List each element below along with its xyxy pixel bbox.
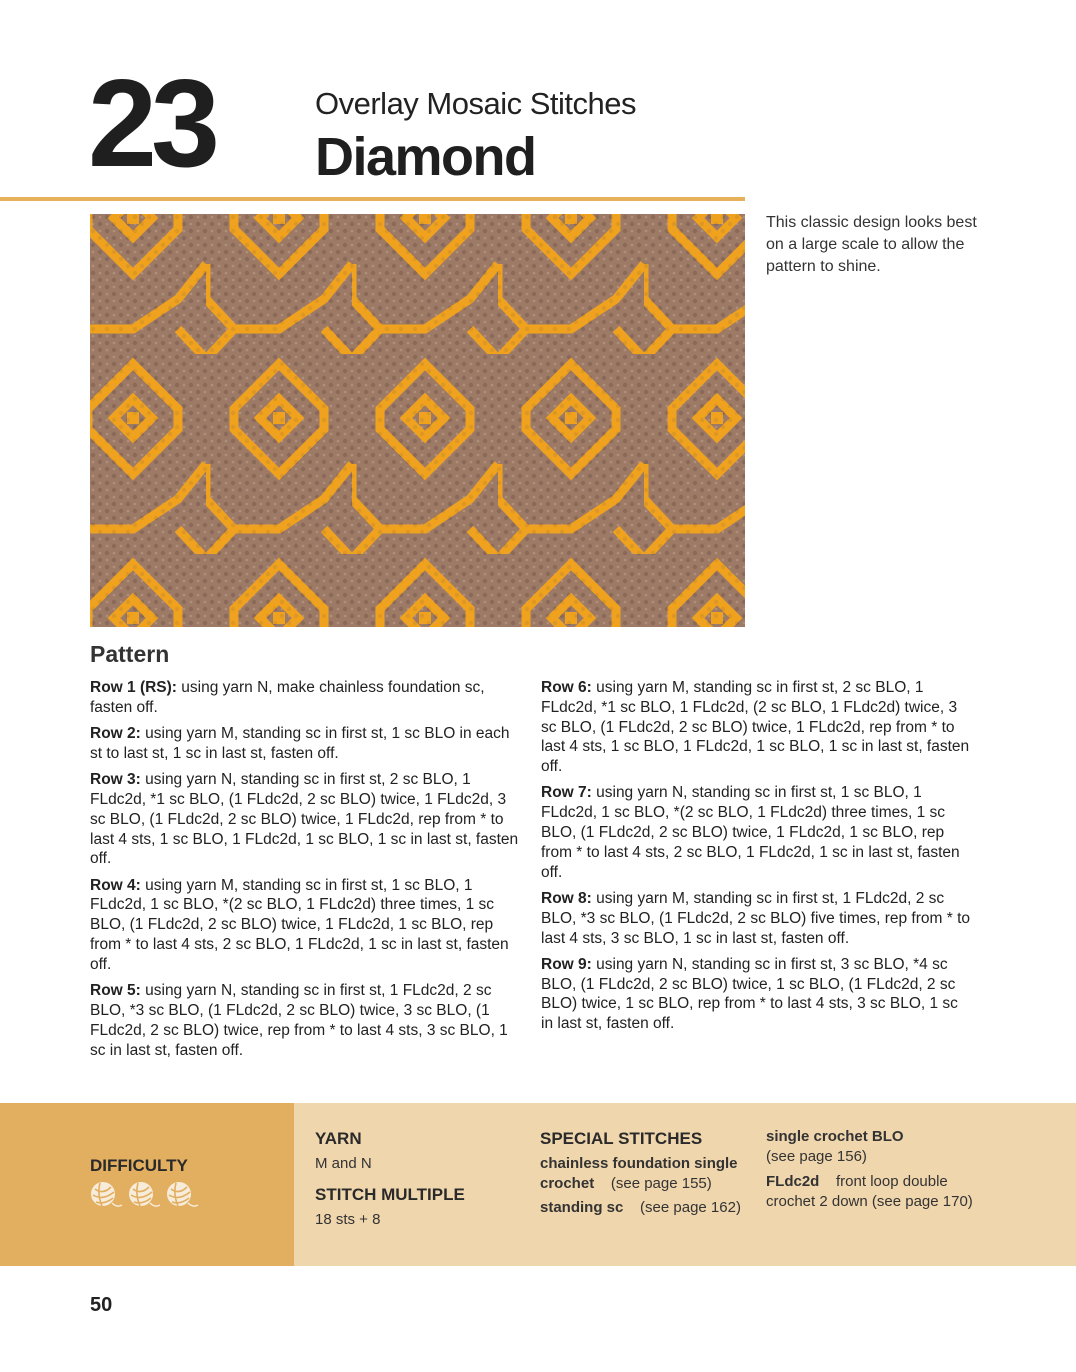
difficulty-rating — [90, 1181, 196, 1211]
stitch-name: standing sc — [540, 1199, 624, 1216]
special-stitch-item — [766, 1127, 976, 1167]
row-text: using yarn N, standing sc in first st, 2 sc BLO, 1 FLdc2d, *1 sc BLO, (1 FLdc2d, 2 sc BLO) twice, 1 FLdc2d, 3 sc BLO, (1 FLdc2d, 2 sc BLO) twice, 1 FLdc2d, rep from * to last 4 sts, 1 sc BLO, 1 FLdc2d, 1 sc BLO, 1 sc in last st, fasten off. — [90, 771, 519, 868]
stitch-name: single crochet BLO — [766, 1128, 904, 1145]
yarn-heading: YARN — [315, 1129, 362, 1148]
row-text: using yarn N, make chainless foundation sc, fasten off. — [90, 679, 485, 716]
swatch-photo — [90, 214, 745, 627]
yarn-ball-icon — [90, 1181, 120, 1211]
info-band — [0, 1103, 1076, 1266]
special-stitches-heading: SPECIAL STITCHES — [540, 1129, 703, 1148]
row-label: Row 4: — [90, 876, 141, 894]
pattern-row — [541, 678, 973, 777]
pattern-row — [541, 889, 973, 948]
stitch-title: Diamond — [315, 127, 536, 187]
row-text: using yarn N, standing sc in first st, 3 sc BLO, *4 sc BLO, (1 FLdc2d, 2 sc BLO) twice, 1 sc BLO, (1 FLdc2d, 2 sc BLO) twice, 1 sc BLO, rep from * to last 4 sts, 3 sc BLO, 1 sc in last st, fasten off. — [541, 955, 958, 1033]
row-label: Row 9: — [541, 955, 592, 973]
stitch-desc: (see page 156) — [766, 1148, 867, 1165]
header-rule — [0, 197, 745, 201]
row-label: Row 5: — [90, 982, 141, 1000]
pattern-number: 23 — [88, 55, 214, 193]
difficulty-panel — [0, 1103, 294, 1266]
series-title: Overlay Mosaic Stitches — [315, 86, 636, 121]
yarn-ball-icon — [128, 1181, 158, 1211]
row-text: using yarn M, standing sc in first st, 1 FLdc2d, 2 sc BLO, *3 sc BLO, (1 FLdc2d, 2 sc BLO) five times, rep from * to last 4 sts, 3 sc BLO, 1 sc in last st, fasten off. — [541, 889, 970, 947]
row-label: Row 6: — [541, 679, 592, 696]
row-text: using yarn N, standing sc in first st, 1 FLdc2d, 2 sc BLO, *3 sc BLO, (1 FLdc2d, 2 sc BLO) twice, 3 sc BLO, (1 FLdc2d, 2 sc BLO) twice, rep from * to last 4 sts, 3 sc BLO, 1 sc in last st, fasten off. — [90, 982, 508, 1059]
row-label: Row 7: — [541, 784, 592, 802]
special-stitch-item — [766, 1172, 976, 1212]
stitch-name: chainless foundation single crochet — [540, 1155, 738, 1192]
stitch-desc: (see page 162) — [640, 1199, 741, 1216]
pattern-row — [90, 724, 522, 764]
row-text: using yarn M, standing sc in first st, 2 sc BLO, 1 FLdc2d, *1 sc BLO, 1 FLdc2d, (2 sc BLO, 1 FLdc2d) twice, 3 sc BLO, (1 FLdc2d, 2 sc BLO) twice, 1 FLdc2d, rep from * to last 4 sts, 1 sc BLO, 1 FLdc2d, 1 sc BLO, 1 sc in last st, fasten off. — [541, 679, 970, 776]
stitch-desc: front loop double crochet 2 down (see page 170) — [766, 1173, 973, 1210]
pattern-row — [541, 955, 973, 1034]
pattern-column-left — [90, 678, 522, 1067]
stitch-name: FLdc2d — [766, 1173, 820, 1190]
pattern-row — [90, 678, 522, 718]
stitch-desc: (see page 155) — [610, 1175, 712, 1192]
special-stitch-item — [540, 1198, 750, 1218]
pattern-row — [541, 783, 973, 882]
pattern-row — [90, 981, 522, 1060]
stitch-multiple-value: 18 sts + 8 — [315, 1211, 381, 1228]
row-text: using yarn M, standing sc in first st, 1 sc BLO, 1 FLdc2d, 1 sc BLO, *(2 sc BLO, 1 FLdc2d) three times, 1 sc BLO, (1 FLdc2d, 2 sc BLO) twice, 1 FLdc2d, 1 sc BLO, rep from * to last 4 sts, 2 sc BLO, 1 FLdc2d, 1 sc in last st, fasten off. — [90, 876, 509, 973]
pattern-row — [90, 770, 522, 869]
row-text: using yarn M, standing sc in first st, 1 sc BLO in each st to last st, 1 sc in last st, fasten off. — [90, 725, 510, 762]
row-text: using yarn N, standing sc in first st, 1 sc BLO, 1 FLdc2d, 1 sc BLO, *(2 sc BLO, 1 FLdc2d) three times, 1 sc BLO, (1 FLdc2d, 2 sc BLO) twice, 1 FLdc2d, 1 sc BLO, rep from * to last 4 sts, 2 sc BLO, 1 FLdc2d, 1 sc in last st, fasten off. — [541, 784, 960, 881]
pattern-heading: Pattern — [90, 641, 170, 667]
row-label: Row 3: — [90, 771, 141, 789]
stitch-multiple-heading: STITCH MULTIPLE — [315, 1185, 465, 1204]
row-label: Row 1 (RS): — [90, 679, 177, 696]
row-label: Row 2: — [90, 725, 141, 743]
special-stitch-item — [540, 1154, 750, 1194]
page-number: 50 — [90, 1294, 113, 1316]
row-label: Row 8: — [541, 889, 592, 907]
yarn-ball-icon — [166, 1181, 196, 1211]
pattern-column-right — [541, 678, 973, 1041]
difficulty-label: DIFFICULTY — [90, 1156, 188, 1175]
pattern-row — [90, 876, 522, 975]
intro-text: This classic design looks best on a large scale to allow the pattern to shine. — [766, 214, 977, 275]
yarn-value: M and N — [315, 1155, 372, 1172]
